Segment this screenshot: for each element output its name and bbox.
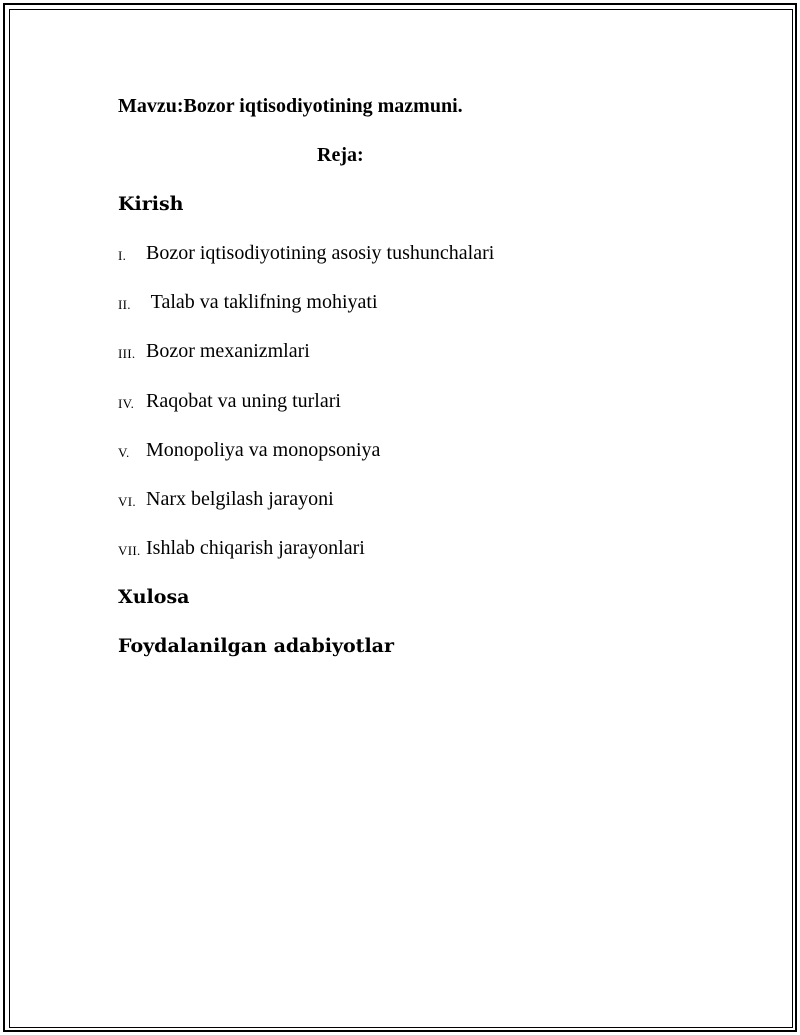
plan-item-numeral: II. [118, 297, 131, 312]
plan-item-text: Bozor iqtisodiyotining asosiy tushunchalari [146, 242, 495, 264]
plan-heading: Reja: [317, 144, 364, 166]
plan-item-numeral: IV. [118, 396, 135, 411]
plan-item-text: Monopoliya va monopsoniya [146, 439, 381, 461]
section-conclusion: Xulosa [118, 586, 190, 608]
section-intro: Kirish [118, 193, 184, 215]
plan-item-text: Bozor mexanizmlari [146, 340, 310, 362]
plan-item-numeral: VII. [118, 543, 141, 558]
document-title: Mavzu:Bozor iqtisodiyotining mazmuni. [118, 95, 463, 117]
plan-item-numeral: VI. [118, 494, 136, 509]
plan-item-text: Raqobat va uning turlari [146, 390, 341, 412]
plan-item-numeral: I. [118, 248, 127, 263]
plan-item-text: Narx belgilash jarayoni [146, 488, 334, 510]
page-border-inner [9, 9, 793, 1028]
plan-item-text: Ishlab chiqarish jarayonlari [146, 537, 365, 559]
plan-item-numeral: III. [118, 346, 136, 361]
plan-item-numeral: V. [118, 445, 130, 460]
section-references: Foydalanilgan adabiyotlar [118, 635, 395, 657]
plan-item-text: Talab va taklifning mohiyati [146, 291, 378, 313]
